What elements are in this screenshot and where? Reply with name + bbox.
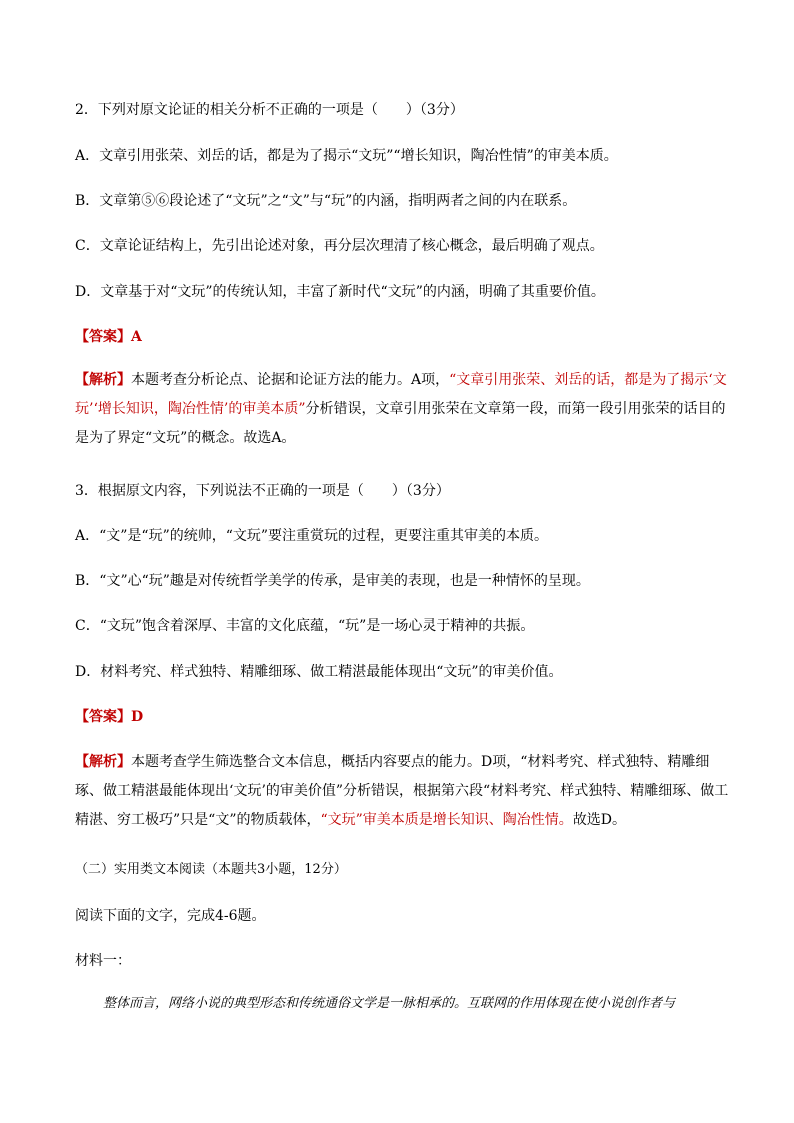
analysis-text-1: 本题考查学生筛选整合文本信息，概括内容要点的能力。D项，“材料考究、样式独特、精雕细琢、做工精湛最能体现出‘文玩’的审美价值”分析错误，根据第六段“材料考究、样式独特、精雕细琢、做工精湛、穷工极巧”只是“文”的物质载体， xyxy=(75,754,729,828)
q3-answer xyxy=(75,709,143,725)
material-label: 材料一： xyxy=(75,953,131,969)
analysis-tag: 【解析】 xyxy=(75,754,131,770)
analysis-tag: 【解析】 xyxy=(75,372,131,388)
analysis-highlight: “文玩”审美本质是增长知识、陶冶性情。 xyxy=(320,812,573,828)
material-text: 整体而言，网络小说的典型形态和传统通俗文学是一脉相承的。互联网的作用体现在使小说创作者与 xyxy=(103,996,676,1011)
analysis-text-1: 本题考查分析论点、论据和论证方法的能力。A项， xyxy=(131,372,450,388)
q3-option-a: A．“文”是“玩”的统帅，“文玩”要注重赏玩的过程，更要注重其审美的本质。 xyxy=(75,528,549,544)
analysis-text-2: 分析错误，文章引用张荣在文章第一段，而第一段引用张荣的话目的是为了界定“文玩”的概念。故选A。 xyxy=(75,401,726,446)
q2-option-c: C．文章论证结构上，先引出论述对象，再分层次理清了核心概念，最后明确了观点。 xyxy=(75,238,604,254)
q2-answer xyxy=(75,329,142,345)
q2-option-a: A．文章引用张荣、刘岳的话，都是为了揭示“文玩”“增长知识，陶冶性情”的审美本质。 xyxy=(75,148,618,164)
q3-option-d: D．材料考究、样式独特、精雕细琢、做工精湛最能体现出“文玩”的审美价值。 xyxy=(75,664,563,680)
answer-value: A xyxy=(131,329,142,345)
q2-analysis xyxy=(75,366,735,453)
section-instruction: 阅读下面的文字，完成4-6题。 xyxy=(75,908,266,924)
q3-stem: 3．根据原文内容，下列说法不正确的一项是（ ）（3分） xyxy=(75,483,450,499)
analysis-highlight: “文章引用张荣、刘岳的话，都是为了揭示‘文玩’‘增长知识，陶冶性情’的审美本质” xyxy=(75,372,727,417)
q3-option-b: B．“文”心“玩”趣是对传统哲学美学的传承，是审美的表现，也是一种情怀的呈现。 xyxy=(75,573,590,589)
answer-value: D xyxy=(131,709,144,725)
section-heading: （二）实用类文本阅读（本题共3小题，12分） xyxy=(75,862,347,877)
q3-analysis xyxy=(75,748,735,835)
q2-option-d: D．文章基于对“文玩”的传统认知，丰富了新时代“文玩”的内涵，明确了其重要价值。 xyxy=(75,284,605,300)
answer-tag: 【答案】 xyxy=(75,329,131,345)
q3-option-c: C．“文玩”饱含着深厚、丰富的文化底蕴，“玩”是一场心灵于精神的共振。 xyxy=(75,618,535,634)
analysis-text-2: 故选D。 xyxy=(572,812,627,828)
q2-stem: 2．下列对原文论证的相关分析不正确的一项是（ ）（3分） xyxy=(75,102,464,118)
answer-tag: 【答案】 xyxy=(75,709,131,725)
q2-option-b: B．文章第⑤⑥段论述了“文玩”之“文”与“玩”的内涵，指明两者之间的内在联系。 xyxy=(75,193,577,209)
